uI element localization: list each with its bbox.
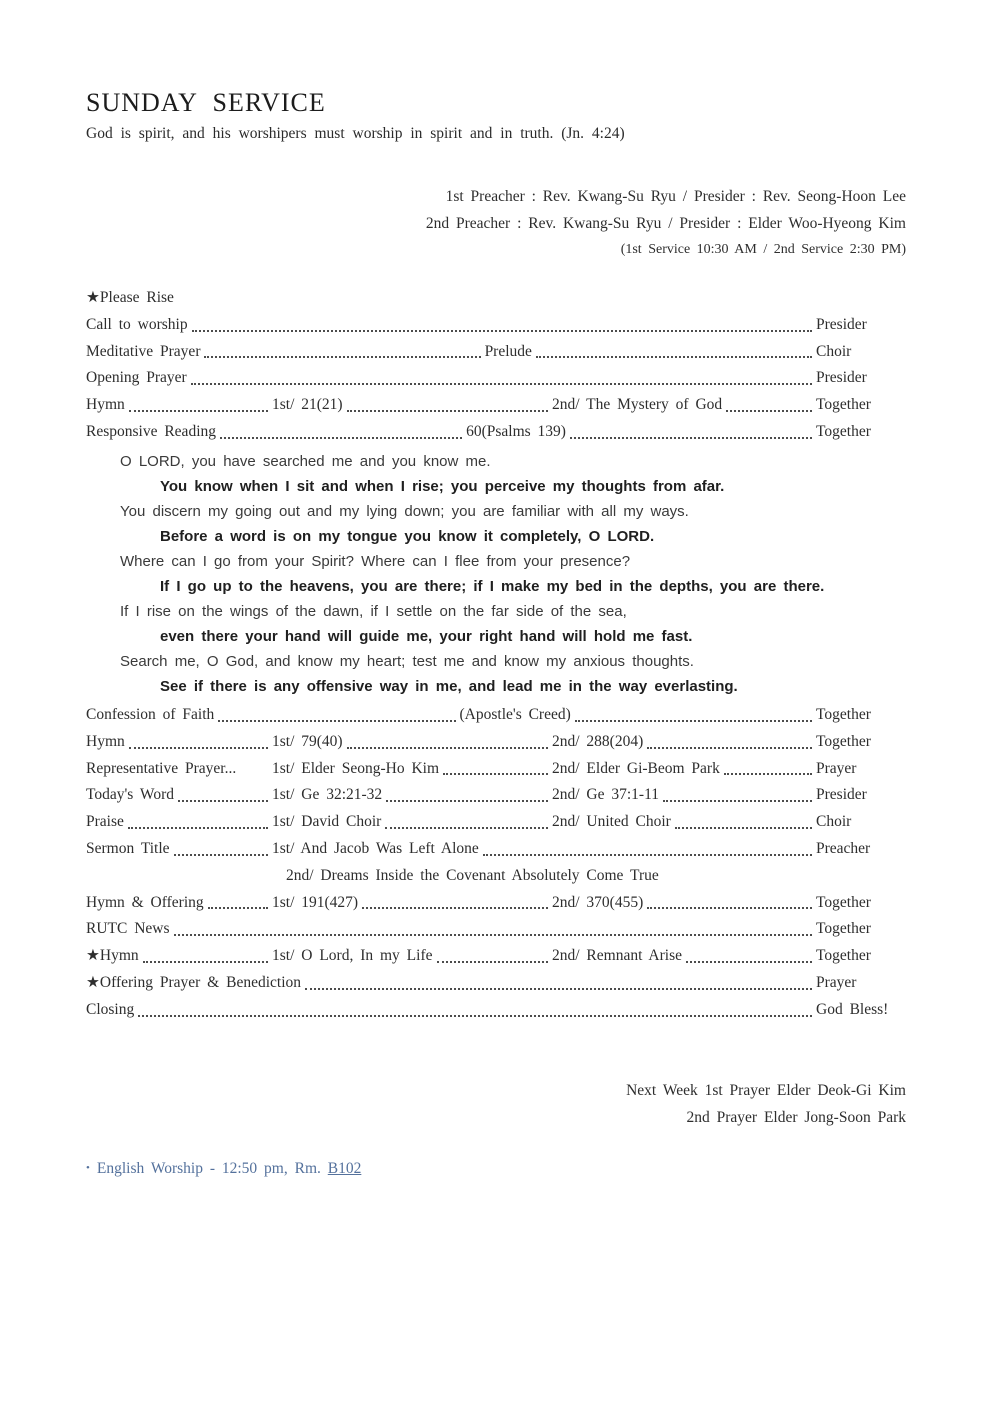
dot-leader	[192, 312, 812, 332]
please-rise-note: ★Please Rise	[86, 289, 174, 306]
row-label: ★Offering Prayer & Benediction	[86, 973, 302, 991]
dot-leader	[724, 756, 812, 776]
dot-leader	[675, 809, 812, 829]
next-week-block	[86, 1078, 906, 1131]
psalm-line: Before a word is on my tongue you know it completely, O LORD.	[160, 528, 655, 545]
row-label: Representative Prayer...	[86, 759, 237, 777]
psalm-line: Where can I go from your Spirit? Where can I flee from your presence?	[120, 553, 631, 570]
row-assignee: Together	[816, 706, 871, 723]
next-week-line-1: Next Week 1st Prayer Elder Deok-Gi Kim	[626, 1082, 906, 1099]
psalm-line: O LORD, you have searched me and you know me.	[120, 453, 491, 470]
row-confession-of-faith	[86, 702, 906, 729]
second-service-value: 2nd/ Ge 37:1-11	[552, 786, 660, 804]
row-assignee: Together	[816, 893, 871, 911]
dot-leader	[174, 916, 812, 936]
second-service-value: 2nd/ The Mystery of God	[552, 396, 723, 414]
psalm-line: See if there is any offensive way in me, and lead me in the way everlasting.	[160, 678, 738, 695]
row-label: Call to worship	[86, 315, 188, 333]
row-mid-value: 60(Psalms 139)	[466, 422, 566, 440]
next-week-line-2: 2nd Prayer Elder Jong-Soon Park	[686, 1108, 906, 1126]
psalm-line: If I go up to the heavens, you are there; if I make my bed in the depths, you are there.	[160, 578, 825, 595]
dot-leader	[174, 836, 268, 856]
second-service-value: 2nd/ United Choir	[552, 813, 671, 831]
row-assignee: Together	[816, 732, 871, 750]
dot-leader	[191, 365, 812, 385]
first-service-value: 1st/ Ge 32:21-32	[272, 786, 383, 804]
row-label: Hymn	[86, 396, 125, 414]
room-link[interactable]: B102	[327, 1160, 362, 1177]
dot-leader	[385, 809, 548, 829]
row-assignee: Choir	[816, 813, 852, 831]
row-praise	[86, 809, 906, 836]
row-label: Confession of Faith	[86, 706, 215, 723]
row-assignee: Preacher	[816, 839, 871, 857]
dot-leader	[128, 809, 268, 829]
row-opening-prayer	[86, 365, 906, 392]
row-offering-prayer-benediction	[86, 970, 906, 997]
second-service-value: 2nd/ 370(455)	[552, 893, 644, 911]
row-assignee: Prayer	[816, 973, 857, 991]
first-service-value: 1st/ And Jacob Was Left Alone	[272, 839, 479, 857]
row-hymn-2	[86, 729, 906, 756]
row-label: Sermon Title	[86, 839, 170, 857]
dot-leader	[305, 970, 812, 990]
row-assignee: Together	[816, 947, 871, 965]
bullet-icon: •	[86, 1162, 90, 1174]
psalm-line: You know when I sit and when I rise; you perceive my thoughts from afar.	[160, 478, 725, 495]
row-assignee: Together	[816, 422, 871, 440]
page-subtitle: God is spirit, and his worshipers must worship in spirit and in truth. (Jn. 4:24)	[86, 125, 625, 142]
row-mid-value: (Apostle's Creed)	[459, 706, 571, 723]
row-assignee: Together	[816, 920, 871, 938]
english-worship-note	[86, 1160, 906, 1178]
row-meditative-prayer	[86, 339, 906, 366]
dot-leader	[143, 943, 268, 963]
row-assignee: Presider	[816, 786, 867, 804]
row-label: Praise	[86, 813, 124, 831]
dot-leader	[220, 419, 462, 439]
dot-leader	[437, 943, 548, 963]
row-representative-prayer	[86, 756, 906, 783]
row-call-to-worship	[86, 312, 906, 339]
psalm-line: even there your hand will guide me, your right hand will hold me fast.	[160, 628, 693, 645]
first-service-value: 1st/ 21(21)	[272, 396, 343, 414]
service-times: (1st Service 10:30 AM / 2nd Service 2:30 PM)	[620, 242, 906, 257]
row-assignee: God Bless!	[816, 1000, 889, 1018]
preacher-line-1: 1st Preacher : Rev. Kwang-Su Ryu / Presider : Rev. Seong-Hoon Lee	[445, 188, 906, 205]
dot-leader	[347, 392, 548, 412]
row-responsive-reading	[86, 419, 906, 446]
row-assignee: Choir	[816, 342, 852, 360]
row-label: Today's Word	[86, 786, 174, 804]
preacher-line-2: 2nd Preacher : Rev. Kwang-Su Ryu / Presider : Elder Woo-Hyeong Kim	[425, 214, 906, 232]
row-label: Responsive Reading	[86, 422, 216, 440]
psalm-line: Search me, O God, and know my heart; test me and know my anxious thoughts.	[120, 653, 694, 670]
row-label: Opening Prayer	[86, 369, 187, 387]
dot-leader	[129, 729, 268, 749]
dot-leader	[386, 782, 548, 802]
dot-leader	[178, 782, 268, 802]
dot-leader	[575, 702, 812, 722]
dot-leader	[647, 729, 812, 749]
row-label: Hymn	[86, 732, 125, 750]
row-hymn-opening	[86, 392, 906, 419]
row-mid-value: Prelude	[484, 342, 532, 360]
row-label: Hymn & Offering	[86, 893, 204, 911]
dot-leader	[647, 890, 812, 910]
row-hymn-closing	[86, 943, 906, 970]
sermon-title-second-service: 2nd/ Dreams Inside the Covenant Absolutely Come True	[286, 866, 659, 884]
dot-leader	[726, 392, 812, 412]
page-title: SUNDAY SERVICE	[86, 88, 326, 117]
row-label: Meditative Prayer	[86, 342, 201, 360]
row-label: Closing	[86, 1000, 135, 1018]
responsive-reading-text	[86, 449, 906, 699]
psalm-line: You discern my going out and my lying down; you are familiar with all my ways.	[120, 503, 689, 520]
dot-leader	[443, 756, 548, 776]
second-service-value: 2nd/ 288(204)	[552, 732, 644, 750]
row-assignee: Together	[816, 396, 871, 414]
first-service-value: 1st/ 191(427)	[272, 893, 359, 911]
dot-leader	[218, 702, 455, 722]
dot-leader	[663, 782, 812, 802]
second-service-value: 2nd/ Remnant Arise	[552, 947, 682, 965]
order-of-service-1	[86, 285, 906, 446]
dot-leader	[536, 339, 812, 359]
row-closing	[86, 997, 906, 1024]
header	[86, 88, 906, 143]
first-service-value: 1st/ 79(40)	[272, 732, 343, 750]
row-assignee: Presider	[816, 369, 867, 387]
row-rutc-news	[86, 916, 906, 943]
row-label: ★Hymn	[86, 947, 139, 965]
dot-leader	[208, 890, 268, 910]
dot-leader	[347, 729, 548, 749]
dot-leader	[686, 943, 812, 963]
order-of-service-2	[86, 702, 906, 1024]
second-service-value: 2nd/ Elder Gi-Beom Park	[552, 759, 720, 777]
dot-leader	[362, 890, 548, 910]
row-assignee: Prayer	[816, 759, 857, 777]
preacher-block	[86, 184, 906, 263]
row-assignee: Presider	[816, 315, 867, 333]
dot-leader	[204, 339, 480, 359]
row-todays-word	[86, 782, 906, 809]
dot-leader	[570, 419, 812, 439]
first-service-value: 1st/ Elder Seong-Ho Kim	[272, 759, 439, 777]
dot-leader	[483, 836, 812, 856]
first-service-value: 1st/ O Lord, In my Life	[272, 947, 433, 965]
english-worship-text: English Worship - 12:50 pm, Rm.	[96, 1160, 321, 1177]
first-service-value: 1st/ David Choir	[272, 813, 382, 831]
row-sermon-title	[86, 836, 906, 863]
dot-leader	[129, 392, 268, 412]
dot-leader	[138, 997, 812, 1017]
psalm-line: If I rise on the wings of the dawn, if I settle on the far side of the sea,	[120, 603, 627, 620]
row-label: RUTC News	[86, 920, 170, 938]
row-hymn-offering	[86, 890, 906, 917]
